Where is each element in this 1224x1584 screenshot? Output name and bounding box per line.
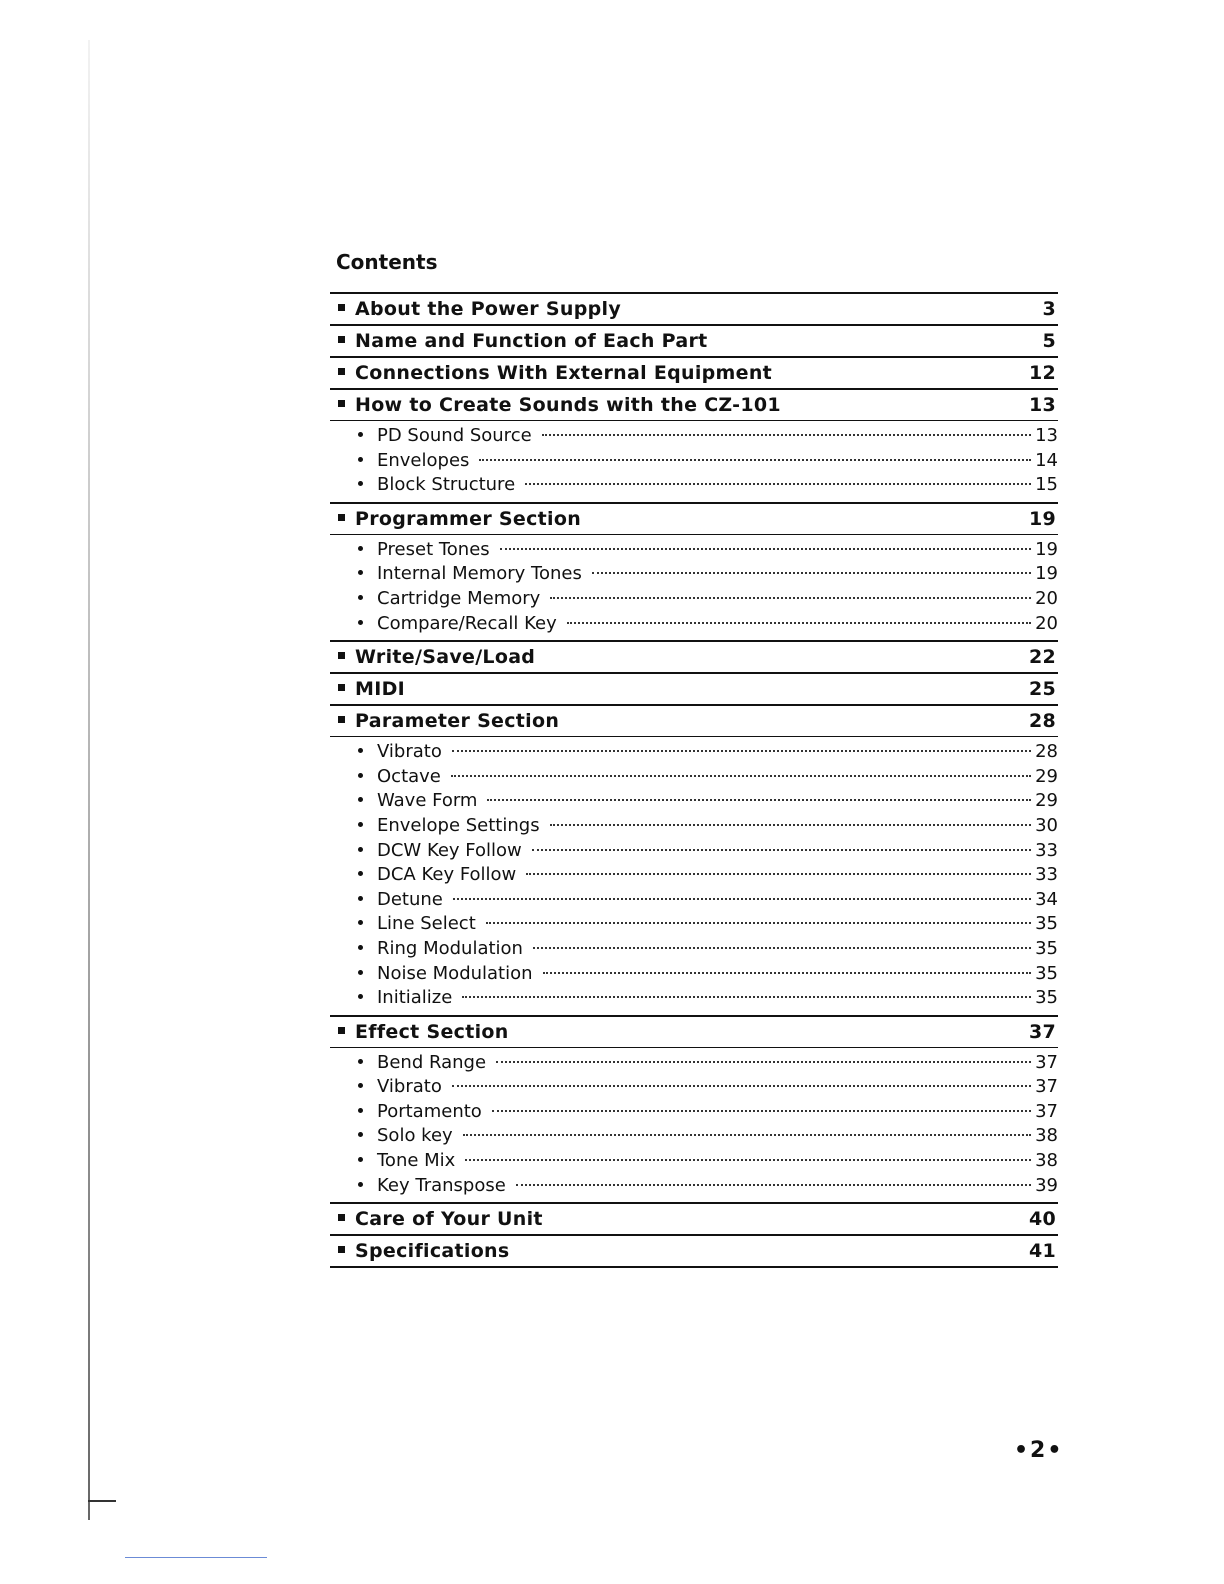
round-bullet-icon: [358, 822, 363, 827]
subsection-page-number: 35: [1035, 937, 1058, 959]
toc-section-heading[interactable]: [330, 1017, 1058, 1047]
section-page-number: 40: [1028, 1208, 1056, 1231]
toc-section: [330, 388, 1058, 502]
subsection-label: Internal Memory Tones: [377, 563, 582, 585]
section-page-number: 41: [1028, 1240, 1056, 1263]
dot-leader: [516, 1184, 1031, 1186]
toc-subsection-item[interactable]: [330, 424, 1058, 449]
round-bullet-icon: [358, 970, 363, 975]
subsection-page-number: 20: [1035, 587, 1058, 609]
subsection-label: Noise Modulation: [377, 962, 533, 984]
section-label: Name and Function of Each Part: [355, 330, 708, 352]
subsection-label: Preset Tones: [377, 538, 490, 560]
section-heading-left: [338, 330, 708, 352]
toc-subsection-item[interactable]: [330, 1124, 1058, 1149]
dot-leader: [462, 996, 1031, 998]
subsection-page-number: 38: [1035, 1125, 1058, 1147]
subsection-label: Bend Range: [377, 1051, 487, 1073]
subsection-label: Solo key: [377, 1125, 453, 1147]
subsection-label: Envelope Settings: [377, 814, 540, 836]
round-bullet-icon: [358, 570, 363, 575]
toc-subsection-item[interactable]: [330, 538, 1058, 563]
dot-leader: [567, 622, 1031, 624]
section-heading-left: [338, 710, 559, 732]
round-bullet-icon: [358, 945, 363, 950]
toc-subsection-item[interactable]: [330, 863, 1058, 888]
toc-subsection-item[interactable]: [330, 562, 1058, 587]
toc-section: [330, 292, 1058, 324]
section-label: How to Create Sounds with the CZ-101: [355, 394, 781, 416]
toc-title: Contents: [336, 250, 438, 274]
subsection-page-number: 29: [1035, 765, 1058, 787]
subsection-page-number: 37: [1035, 1100, 1058, 1122]
subsection-page-number: 14: [1035, 449, 1058, 471]
toc-section: [330, 1202, 1058, 1234]
subsection-label: Block Structure: [377, 474, 516, 496]
toc-subsection-item[interactable]: [330, 1174, 1058, 1199]
subsection-label: Line Select: [377, 913, 476, 935]
subsection-page-number: 30: [1035, 814, 1058, 836]
section-heading-left: [338, 298, 621, 320]
section-label: MIDI: [355, 678, 406, 701]
subsection-page-number: 33: [1035, 864, 1058, 886]
toc-section: [330, 1015, 1058, 1203]
section-label: Parameter Section: [355, 710, 560, 733]
subsection-label: Octave: [377, 765, 441, 787]
toc-section: [330, 356, 1058, 388]
round-bullet-icon: [358, 797, 363, 802]
toc-subsection-item[interactable]: [330, 473, 1058, 498]
dot-leader: [550, 824, 1032, 826]
subsection-page-number: 15: [1035, 474, 1058, 496]
section-label: Specifications: [355, 1240, 510, 1263]
subsection-label: Cartridge Memory: [377, 587, 541, 609]
section-heading-left: [338, 1240, 510, 1262]
page-number: •2•: [1014, 1438, 1064, 1463]
subsection-page-number: 28: [1035, 741, 1058, 763]
toc-section: [330, 502, 1058, 640]
section-page-number: 22: [1028, 646, 1056, 669]
dot-leader: [451, 775, 1031, 777]
toc-section-heading[interactable]: [330, 390, 1058, 420]
section-label: Programmer Section: [355, 507, 582, 530]
toc-section: [330, 324, 1058, 356]
square-bullet-icon: [338, 368, 345, 375]
dot-leader: [486, 922, 1031, 924]
subsection-label: Portamento: [377, 1100, 482, 1122]
dot-leader: [452, 750, 1031, 752]
subsection-label: DCA Key Follow: [377, 864, 517, 886]
subsection-label: Key Transpose: [377, 1174, 506, 1196]
toc-subsection-item[interactable]: [330, 1149, 1058, 1174]
square-bullet-icon: [338, 336, 345, 343]
section-page-number: 28: [1028, 710, 1056, 733]
section-heading-left: [338, 508, 581, 530]
dot-leader: [592, 572, 1031, 574]
square-bullet-icon: [338, 1214, 345, 1221]
round-bullet-icon: [358, 457, 363, 462]
section-heading-left: [338, 394, 781, 416]
section-label: About the Power Supply: [355, 298, 622, 320]
toc-subsection-item[interactable]: [330, 912, 1058, 937]
section-heading-left: [338, 362, 772, 384]
toc-subsection-item[interactable]: [330, 986, 1058, 1011]
toc-sections: [330, 292, 1058, 1268]
toc-subsection-item[interactable]: [330, 937, 1058, 962]
section-page-number: 37: [1028, 1020, 1056, 1043]
subsection-label: Vibrato: [377, 1076, 442, 1098]
toc-subsection-list: [330, 1047, 1058, 1203]
round-bullet-icon: [358, 595, 363, 600]
dot-leader: [487, 799, 1031, 801]
toc-section-heading[interactable]: [330, 674, 1058, 704]
subsection-label: Vibrato: [377, 741, 442, 763]
dot-leader: [525, 483, 1031, 485]
toc-subsection-item[interactable]: [330, 740, 1058, 765]
dot-leader: [533, 947, 1031, 949]
dot-leader: [550, 597, 1031, 599]
section-page-number: 25: [1028, 678, 1056, 701]
subsection-page-number: 19: [1035, 538, 1058, 560]
toc-subsection-item[interactable]: [330, 765, 1058, 790]
round-bullet-icon: [358, 1132, 363, 1137]
subsection-page-number: 35: [1035, 913, 1058, 935]
round-bullet-icon: [358, 994, 363, 999]
dot-leader: [543, 972, 1032, 974]
dot-leader: [496, 1061, 1031, 1063]
scan-corner-mark: [88, 1500, 116, 1502]
dot-leader: [542, 434, 1031, 436]
round-bullet-icon: [358, 871, 363, 876]
round-bullet-icon: [358, 896, 363, 901]
round-bullet-icon: [358, 1059, 363, 1064]
round-bullet-icon: [358, 546, 363, 551]
round-bullet-icon: [358, 481, 363, 486]
toc-section-heading[interactable]: [330, 706, 1058, 736]
toc-section-heading[interactable]: [330, 1204, 1058, 1234]
subsection-label: Envelopes: [377, 449, 470, 471]
scan-binding-edge: [88, 40, 90, 1520]
subsection-page-number: 35: [1035, 987, 1058, 1009]
subsection-label: Tone Mix: [377, 1150, 456, 1172]
toc-subsection-list: [330, 420, 1058, 502]
subsection-label: Detune: [377, 888, 443, 910]
subsection-page-number: 39: [1035, 1174, 1058, 1196]
square-bullet-icon: [338, 1246, 345, 1253]
toc-subsection-list: [330, 736, 1058, 1015]
toc-section: [330, 672, 1058, 704]
dot-leader: [453, 898, 1031, 900]
subsection-page-number: 35: [1035, 962, 1058, 984]
section-page-number: 5: [1042, 330, 1056, 352]
section-label: Write/Save/Load: [355, 646, 536, 669]
round-bullet-icon: [358, 432, 363, 437]
subsection-page-number: 37: [1035, 1051, 1058, 1073]
subsection-label: Compare/Recall Key: [377, 612, 557, 634]
section-heading-left: [338, 1021, 509, 1043]
subsection-page-number: 19: [1035, 563, 1058, 585]
section-heading-left: [338, 678, 405, 700]
toc-subsection-item[interactable]: [330, 789, 1058, 814]
toc-section: [330, 1234, 1058, 1268]
subsection-label: Initialize: [377, 987, 453, 1009]
dot-leader: [463, 1134, 1031, 1136]
toc-section-heading[interactable]: [330, 294, 1058, 324]
toc-subsection-item[interactable]: [330, 1075, 1058, 1100]
toc-subsection-item[interactable]: [330, 612, 1058, 637]
toc-section-heading[interactable]: [330, 642, 1058, 672]
square-bullet-icon: [338, 1027, 345, 1034]
toc-subsection-item[interactable]: [330, 587, 1058, 612]
dot-leader: [526, 873, 1031, 875]
dot-leader: [465, 1159, 1031, 1161]
round-bullet-icon: [358, 1182, 363, 1187]
toc-subsection-item[interactable]: [330, 1100, 1058, 1125]
section-page-number: 13: [1028, 394, 1056, 416]
toc-subsection-item[interactable]: [330, 962, 1058, 987]
round-bullet-icon: [358, 620, 363, 625]
subsection-page-number: 33: [1035, 839, 1058, 861]
section-page-number: 12: [1028, 362, 1056, 384]
subsection-label: Ring Modulation: [377, 937, 523, 959]
subsection-page-number: 13: [1035, 425, 1058, 446]
subsection-page-number: 37: [1035, 1076, 1058, 1098]
subsection-label: DCW Key Follow: [377, 839, 522, 861]
square-bullet-icon: [338, 684, 345, 691]
subsection-label: PD Sound Source: [377, 425, 532, 446]
toc-subsection-item[interactable]: [330, 449, 1058, 474]
dot-leader: [492, 1110, 1031, 1112]
round-bullet-icon: [358, 748, 363, 753]
round-bullet-icon: [358, 920, 363, 925]
subsection-page-number: 34: [1035, 888, 1058, 910]
toc-subsection-item[interactable]: [330, 1051, 1058, 1076]
toc-section: [330, 640, 1058, 672]
square-bullet-icon: [338, 716, 345, 723]
square-bullet-icon: [338, 304, 345, 311]
section-heading-left: [338, 1208, 543, 1230]
square-bullet-icon: [338, 652, 345, 659]
dot-leader: [532, 849, 1031, 851]
round-bullet-icon: [358, 773, 363, 778]
square-bullet-icon: [338, 400, 345, 407]
dot-leader: [452, 1085, 1031, 1087]
round-bullet-icon: [358, 1157, 363, 1162]
toc-subsection-item[interactable]: [330, 814, 1058, 839]
dot-leader: [500, 548, 1031, 550]
toc-section: [330, 704, 1058, 1015]
section-label: Care of Your Unit: [355, 1208, 543, 1231]
toc-subsection-item[interactable]: [330, 888, 1058, 913]
dot-leader: [479, 459, 1031, 461]
subsection-page-number: 20: [1035, 612, 1058, 634]
toc-section-heading[interactable]: [330, 358, 1058, 388]
subsection-page-number: 29: [1035, 790, 1058, 812]
square-bullet-icon: [338, 514, 345, 521]
round-bullet-icon: [358, 1083, 363, 1088]
section-page-number: 3: [1042, 298, 1056, 320]
table-of-contents: [330, 248, 1058, 1268]
toc-subsection-list: [330, 534, 1058, 640]
toc-subsection-item[interactable]: [330, 839, 1058, 864]
section-label: Effect Section: [355, 1020, 509, 1043]
subsection-page-number: 38: [1035, 1150, 1058, 1172]
section-label: Connections With External Equipment: [355, 362, 773, 384]
scan-underline-mark: [125, 1557, 267, 1558]
toc-section-heading[interactable]: [330, 1236, 1058, 1266]
round-bullet-icon: [358, 847, 363, 852]
toc-section-heading[interactable]: [330, 504, 1058, 534]
section-page-number: 19: [1028, 507, 1056, 530]
section-heading-left: [338, 646, 535, 668]
round-bullet-icon: [358, 1108, 363, 1113]
toc-section-heading[interactable]: [330, 326, 1058, 356]
subsection-label: Wave Form: [377, 790, 478, 812]
